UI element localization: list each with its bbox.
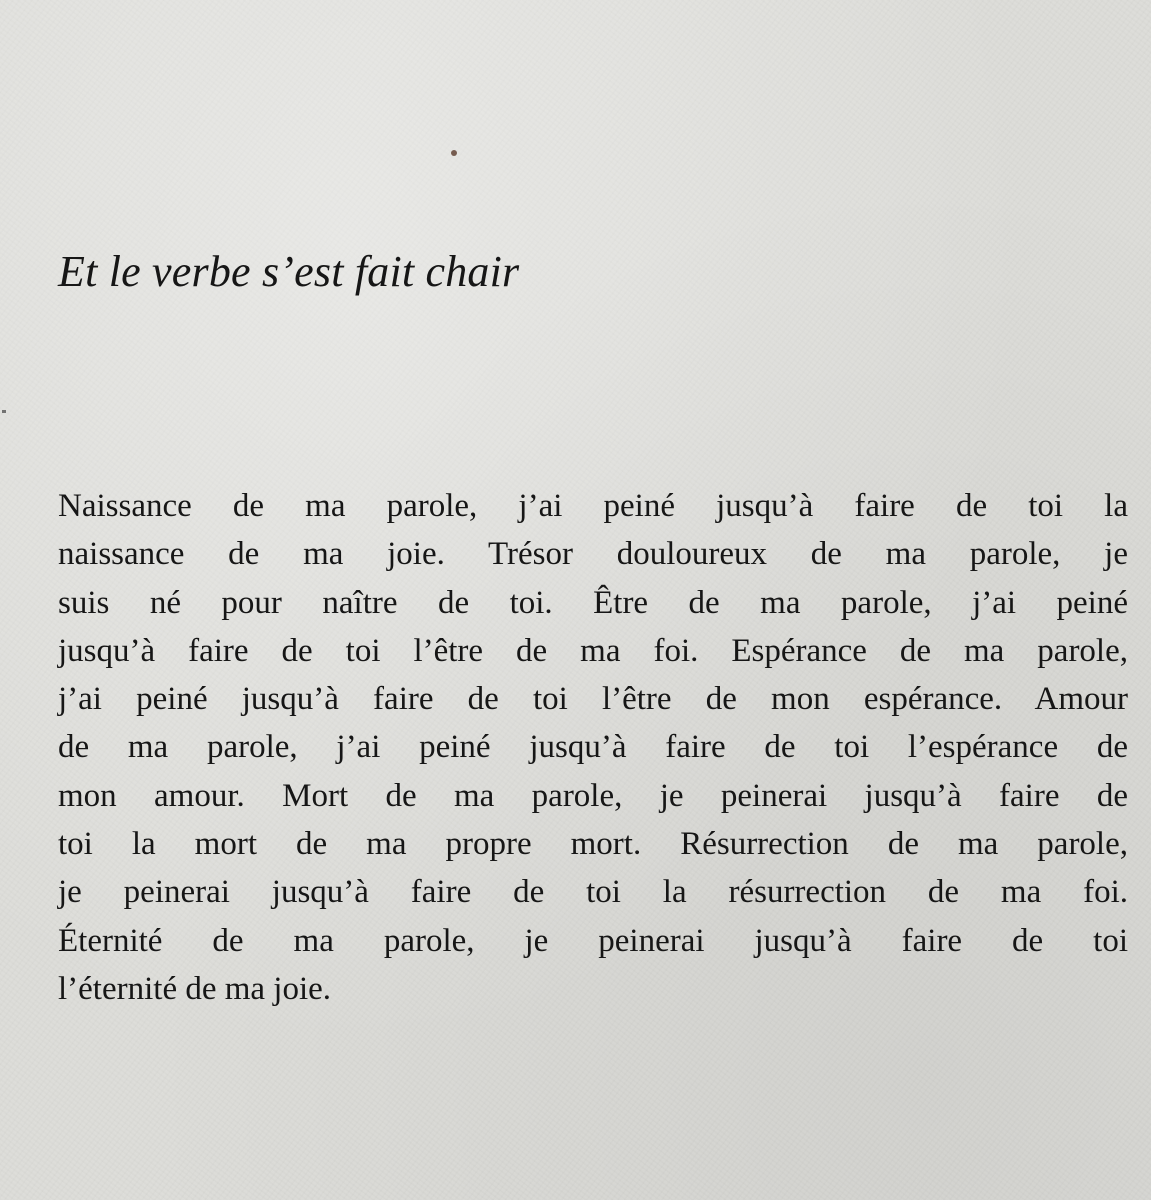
paper-speck	[451, 150, 457, 156]
poem-line-11: l’éternité de ma joie.	[58, 970, 332, 1007]
poem-line-4: jusqu’à faire de toi l’être de ma foi. Espérance de ma parole,	[58, 632, 1128, 669]
poem-body	[58, 482, 1128, 1013]
poem-line-3: suis né pour naître de toi. Être de ma parole, j’ai peiné	[58, 584, 1128, 621]
poem-line-5: j’ai peiné jusqu’à faire de toi l’être de mon espérance. Amour	[58, 681, 1128, 718]
paper-mark	[2, 410, 6, 413]
poem-title: Et le verbe s’est fait chair	[58, 247, 520, 296]
poem-line-9: je peinerai jusqu’à faire de toi la résurrection de ma foi.	[58, 874, 1128, 911]
poem-line-10: Éternité de ma parole, je peinerai jusqu’à faire de toi	[58, 922, 1128, 959]
poem-line-8: toi la mort de ma propre mort. Résurrection de ma parole,	[58, 826, 1128, 863]
poem-line-1: Naissance de ma parole, j’ai peiné jusqu’à faire de toi la	[58, 488, 1128, 524]
poem-line-6: de ma parole, j’ai peiné jusqu’à faire de toi l’espérance de	[58, 729, 1128, 766]
poem-line-7: mon amour. Mort de ma parole, je peinerai jusqu’à faire de	[58, 777, 1128, 814]
poem-line-2: naissance de ma joie. Trésor douloureux de ma parole, je	[58, 536, 1128, 573]
